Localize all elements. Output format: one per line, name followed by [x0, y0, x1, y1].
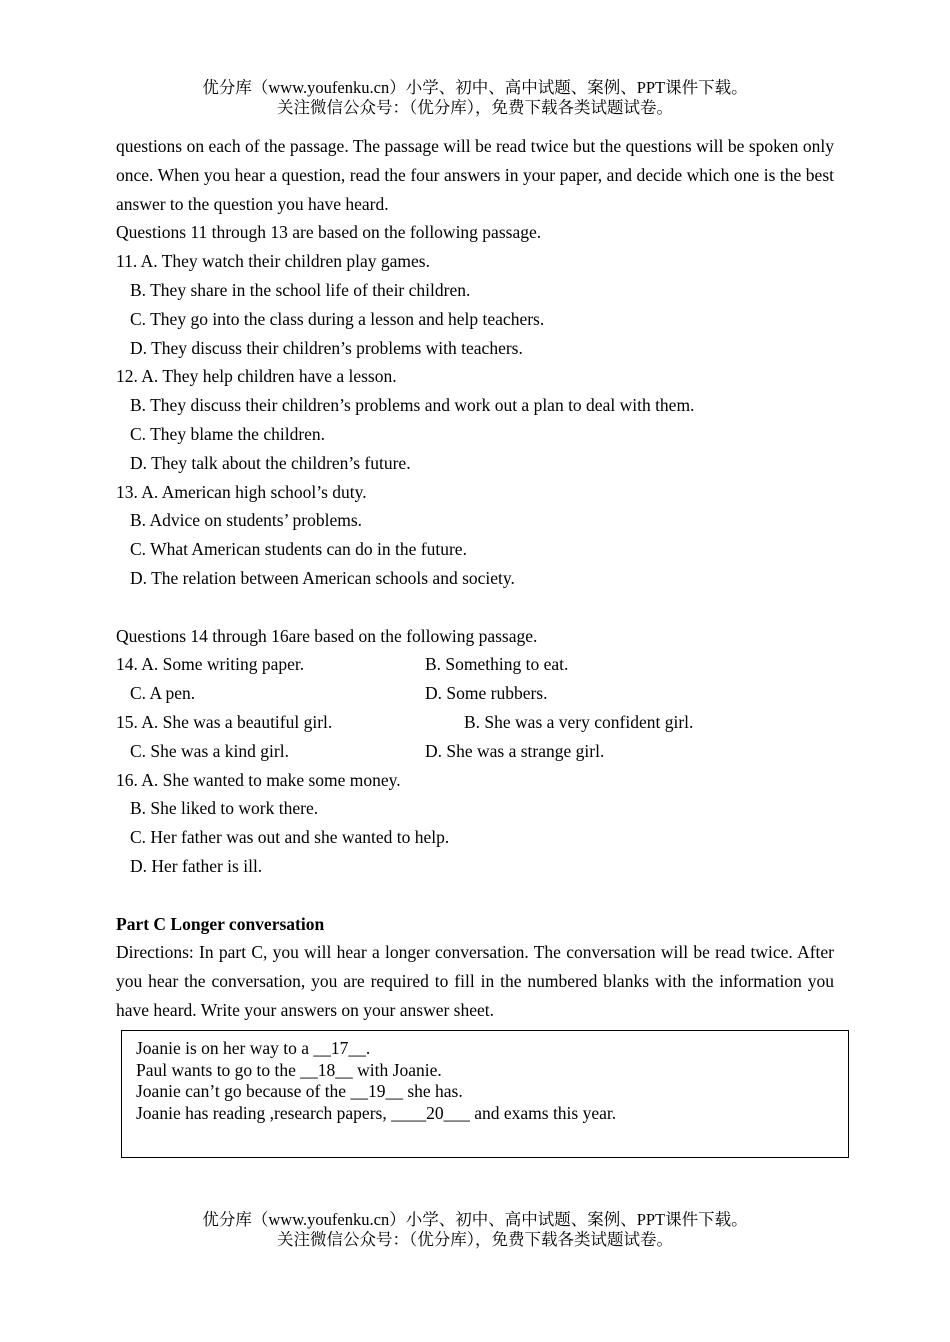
fill-in-box [121, 1030, 849, 1158]
q16-option-b: B. She liked to work there. [130, 798, 319, 819]
spacer [116, 881, 834, 910]
page-header [0, 78, 950, 118]
q15-option-d: D. She was a strange girl. [425, 740, 605, 761]
q12-option-c: C. They blame the children. [130, 423, 326, 444]
header-line-1: 优分库（www.youfenku.cn）小学、初中、高中试题、案例、PPT课件下载。 [202, 78, 748, 97]
q12-option-d: D. They talk about the children’s future. [130, 452, 411, 473]
q13-option-b: B. Advice on students’ problems. [130, 510, 363, 531]
q14-option-a: 14. A. Some writing paper. [116, 654, 305, 675]
q13-option-c: C. What American students can do in the future. [130, 539, 467, 560]
box-line-17: Joanie is on her way to a __17__. [136, 1038, 371, 1058]
q14-option-d: D. Some rubbers. [425, 683, 548, 704]
box-line-19: Joanie can’t go because of the __19__ she has. [136, 1081, 463, 1101]
q15-option-c: C. She was a kind girl. [130, 740, 289, 761]
q11-option-a: 11. A. They watch their children play games. [116, 251, 430, 272]
q13-option-a: 13. A. American high school’s duty. [116, 481, 367, 502]
page-footer [0, 1210, 950, 1250]
spacer [116, 593, 834, 622]
footer-line-2: 关注微信公众号：（优分库），免费下载各类试题试卷。 [277, 1230, 673, 1249]
passage-2-intro: Questions 14 through 16are based on the following passage. [116, 625, 538, 646]
page-content [116, 132, 834, 1025]
instructions-paragraph: questions on each of the passage. The passage will be read twice but the questions will be spoken only once. When you hear a question, read the four answers in your paper, and decide which one is the best answer to the question you have heard. [116, 136, 834, 214]
footer-line-1: 优分库（www.youfenku.cn）小学、初中、高中试题、案例、PPT课件下载。 [202, 1210, 748, 1229]
q14-row-2 [116, 679, 834, 708]
q13-option-d: D. The relation between American schools and society. [130, 567, 515, 588]
q12-option-a: 12. A. They help children have a lesson. [116, 366, 397, 387]
q16-option-a: 16. A. She wanted to make some money. [116, 769, 401, 790]
header-line-2: 关注微信公众号：（优分库），免费下载各类试题试卷。 [277, 98, 673, 117]
q15-option-a: 15. A. She was a beautiful girl. [116, 711, 333, 732]
q11-option-b: B. They share in the school life of their children. [130, 279, 471, 300]
box-line-20: Joanie has reading ,research papers, ____20___ and exams this year. [136, 1102, 617, 1123]
q14-row-1 [116, 650, 834, 679]
q11-option-d: D. They discuss their children’s problems with teachers. [130, 337, 523, 358]
q11-option-c: C. They go into the class during a lesson and help teachers. [130, 308, 545, 329]
q15-row-2 [116, 737, 834, 766]
passage-1-intro: Questions 11 through 13 are based on the following passage. [116, 222, 542, 243]
q16-option-d: D. Her father is ill. [130, 855, 263, 876]
q12-option-b: B. They discuss their children’s problems and work out a plan to deal with them. [130, 395, 695, 416]
q16-option-c: C. Her father was out and she wanted to help. [130, 827, 450, 848]
part-c-title: Part C Longer conversation [116, 913, 325, 934]
box-line-18: Paul wants to go to the __18__ with Joanie. [136, 1059, 442, 1080]
q15-option-b: B. She was a very confident girl. [464, 711, 694, 732]
q14-option-b: B. Something to eat. [425, 654, 569, 675]
part-c-directions: Directions: In part C, you will hear a longer conversation. The conversation will be read twice. After you hear the conversation, you are required to fill in the numbered blanks with the information you have heard. Write your answers on your answer sheet. [116, 942, 834, 1020]
q15-row-1 [116, 708, 834, 737]
q14-option-c: C. A pen. [130, 683, 196, 704]
